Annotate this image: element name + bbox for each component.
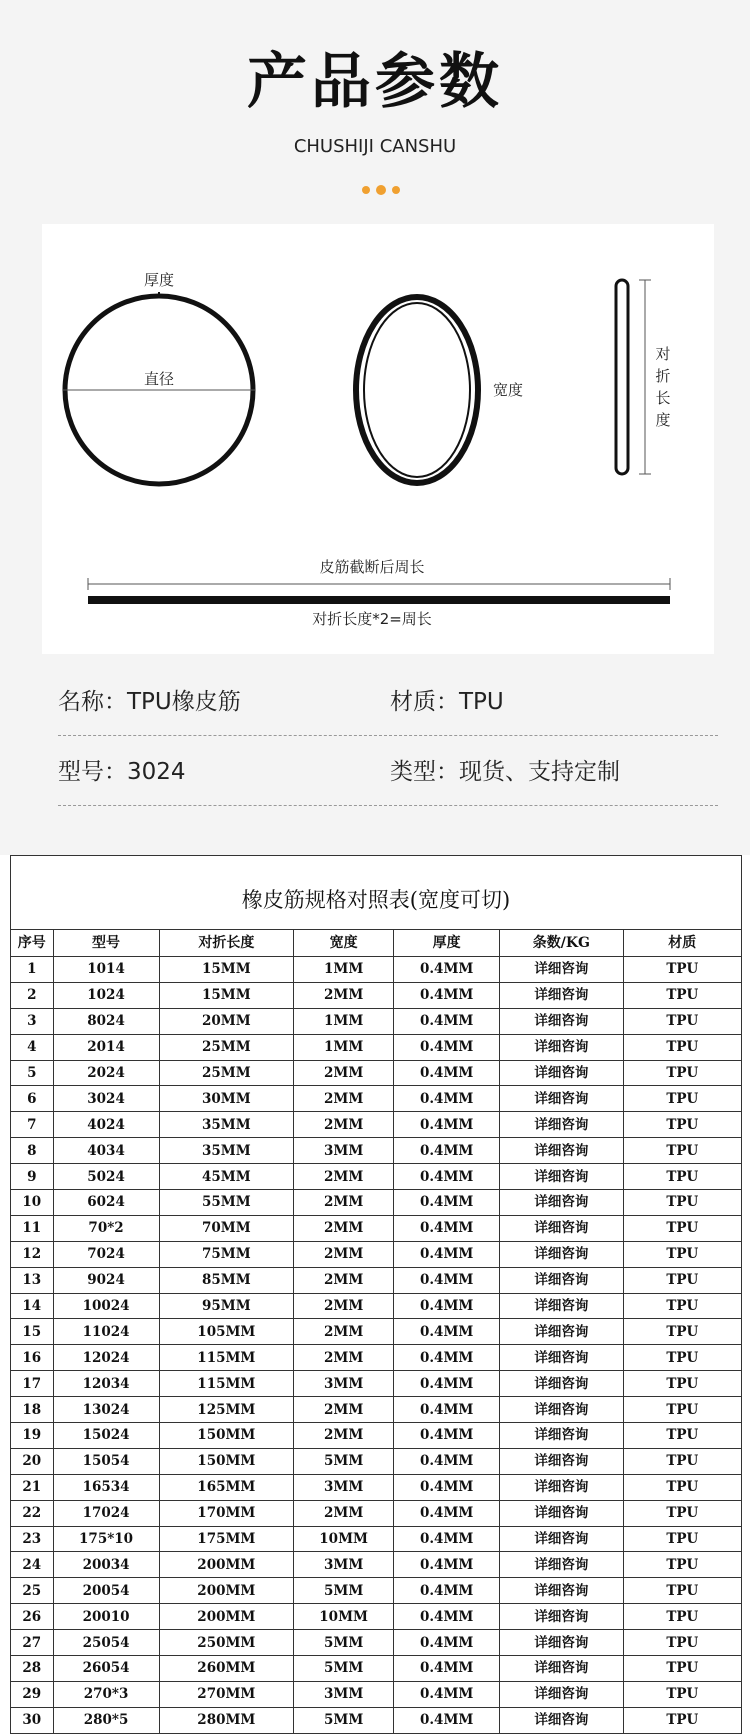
table-cell-col-fold-length: 30MM	[159, 1086, 294, 1112]
table-cell-col-seq: 1	[11, 957, 54, 983]
table-cell-col-thickness: 0.4MM	[394, 1448, 500, 1474]
table-cell-col-model: 1014	[53, 957, 159, 983]
thickness-label: 厚度	[143, 271, 175, 289]
table-cell-col-count-per-kg: 详细咨询	[500, 1164, 623, 1190]
cut-perimeter-label: 皮筋截断后周长	[319, 558, 425, 576]
fold-length-label-3: 长	[655, 389, 671, 407]
table-cell-col-seq: 4	[11, 1034, 54, 1060]
table-cell-col-count-per-kg: 详细咨询	[500, 1319, 623, 1345]
table-cell-col-count-per-kg: 详细咨询	[500, 1293, 623, 1319]
fold-length-label-4: 度	[655, 411, 671, 429]
table-row	[11, 1164, 742, 1190]
table-cell-col-thickness: 0.4MM	[394, 1008, 500, 1034]
accent-dot	[362, 186, 370, 194]
table-cell-col-material: TPU	[623, 1190, 741, 1216]
table-cell-col-thickness: 0.4MM	[394, 1526, 500, 1552]
table-cell-col-seq: 8	[11, 1138, 54, 1164]
table-cell-col-model: 4034	[53, 1138, 159, 1164]
table-cell-col-seq: 29	[11, 1681, 54, 1707]
table-cell-col-model: 8024	[53, 1008, 159, 1034]
table-cell-col-seq: 20	[11, 1448, 54, 1474]
table-cell-col-seq: 3	[11, 1008, 54, 1034]
table-cell-col-model: 1024	[53, 982, 159, 1008]
table-cell-col-material: TPU	[623, 1500, 741, 1526]
table-cell-col-thickness: 0.4MM	[394, 1500, 500, 1526]
page-subtitle: CHUSHIJI CANSHU	[293, 136, 457, 157]
table-cell-col-count-per-kg: 详细咨询	[500, 1086, 623, 1112]
table-cell-col-seq: 10	[11, 1190, 54, 1216]
table-cell-col-width: 10MM	[294, 1526, 394, 1552]
table-cell-col-width: 5MM	[294, 1578, 394, 1604]
table-cell-col-width: 2MM	[294, 1112, 394, 1138]
table-cell-col-thickness: 0.4MM	[394, 1371, 500, 1397]
table-cell-col-fold-length: 105MM	[159, 1319, 294, 1345]
table-cell-col-thickness: 0.4MM	[394, 1215, 500, 1241]
table-cell-col-material: TPU	[623, 1138, 741, 1164]
table-cell-col-material: TPU	[623, 1423, 741, 1449]
table-cell-col-seq: 30	[11, 1707, 54, 1733]
table-cell-col-material: TPU	[623, 1293, 741, 1319]
table-cell-col-count-per-kg: 详细咨询	[500, 1371, 623, 1397]
table-cell-col-fold-length: 165MM	[159, 1474, 294, 1500]
table-cell-col-model: 70*2	[53, 1215, 159, 1241]
table-cell-col-fold-length: 150MM	[159, 1448, 294, 1474]
table-row	[11, 1526, 742, 1552]
table-cell-col-fold-length: 20MM	[159, 1008, 294, 1034]
table-row	[11, 1656, 742, 1682]
table-cell-col-fold-length: 85MM	[159, 1267, 294, 1293]
table-cell-col-seq: 18	[11, 1397, 54, 1423]
table-cell-col-model: 20054	[53, 1578, 159, 1604]
spec-table-section	[10, 855, 742, 1728]
table-cell-col-fold-length: 115MM	[159, 1345, 294, 1371]
table-cell-col-seq: 15	[11, 1319, 54, 1345]
table-cell-col-material: TPU	[623, 957, 741, 983]
table-row	[11, 1138, 742, 1164]
table-cell-col-count-per-kg: 详细咨询	[500, 1215, 623, 1241]
table-cell-col-width: 2MM	[294, 1345, 394, 1371]
table-cell-col-count-per-kg: 详细咨询	[500, 1008, 623, 1034]
table-cell-col-thickness: 0.4MM	[394, 1267, 500, 1293]
table-cell-col-thickness: 0.4MM	[394, 1319, 500, 1345]
table-cell-col-width: 5MM	[294, 1448, 394, 1474]
table-row	[11, 1500, 742, 1526]
table-caption: 橡皮筋规格对照表(宽度可切)	[11, 856, 742, 930]
table-cell-col-thickness: 0.4MM	[394, 1423, 500, 1449]
table-cell-col-fold-length: 25MM	[159, 1060, 294, 1086]
table-cell-col-model: 20034	[53, 1552, 159, 1578]
table-cell-col-width: 2MM	[294, 982, 394, 1008]
table-cell-col-fold-length: 55MM	[159, 1190, 294, 1216]
table-cell-col-fold-length: 200MM	[159, 1604, 294, 1630]
table-cell-col-count-per-kg: 详细咨询	[500, 1345, 623, 1371]
table-cell-col-model: 17024	[53, 1500, 159, 1526]
table-row	[11, 1371, 742, 1397]
table-cell-col-count-per-kg: 详细咨询	[500, 1423, 623, 1449]
table-cell-col-model: 2024	[53, 1060, 159, 1086]
table-row	[11, 1604, 742, 1630]
table-cell-col-count-per-kg: 详细咨询	[500, 1630, 623, 1656]
table-header-col-width: 宽度	[294, 930, 394, 957]
table-cell-col-seq: 9	[11, 1164, 54, 1190]
cut-band-bar	[88, 596, 670, 604]
table-row	[11, 1267, 742, 1293]
table-row	[11, 1190, 742, 1216]
table-cell-col-thickness: 0.4MM	[394, 1345, 500, 1371]
table-cell-col-width: 2MM	[294, 1397, 394, 1423]
table-cell-col-material: TPU	[623, 1345, 741, 1371]
accent-dots-icon	[362, 186, 402, 196]
table-cell-col-width: 2MM	[294, 1423, 394, 1449]
table-cell-col-material: TPU	[623, 1164, 741, 1190]
table-cell-col-seq: 25	[11, 1578, 54, 1604]
table-row	[11, 1423, 742, 1449]
folded-band-icon	[616, 280, 628, 474]
table-cell-col-seq: 5	[11, 1060, 54, 1086]
table-cell-col-thickness: 0.4MM	[394, 1138, 500, 1164]
table-cell-col-seq: 26	[11, 1604, 54, 1630]
table-row	[11, 1345, 742, 1371]
table-body	[11, 957, 742, 1734]
spec-table	[10, 855, 742, 1734]
table-cell-col-seq: 7	[11, 1112, 54, 1138]
table-cell-col-fold-length: 15MM	[159, 982, 294, 1008]
table-cell-col-thickness: 0.4MM	[394, 1552, 500, 1578]
table-cell-col-count-per-kg: 详细咨询	[500, 1656, 623, 1682]
table-cell-col-model: 15054	[53, 1448, 159, 1474]
table-cell-col-seq: 11	[11, 1215, 54, 1241]
table-row	[11, 957, 742, 983]
table-row	[11, 1086, 742, 1112]
table-cell-col-width: 3MM	[294, 1474, 394, 1500]
table-cell-col-width: 2MM	[294, 1241, 394, 1267]
table-cell-col-thickness: 0.4MM	[394, 1190, 500, 1216]
table-row	[11, 1241, 742, 1267]
table-cell-col-material: TPU	[623, 1604, 741, 1630]
table-cell-col-material: TPU	[623, 1267, 741, 1293]
table-cell-col-fold-length: 260MM	[159, 1656, 294, 1682]
table-cell-col-count-per-kg: 详细咨询	[500, 957, 623, 983]
table-header-row	[11, 930, 742, 957]
table-cell-col-material: TPU	[623, 1086, 741, 1112]
table-cell-col-seq: 28	[11, 1656, 54, 1682]
table-cell-col-seq: 12	[11, 1241, 54, 1267]
table-cell-col-thickness: 0.4MM	[394, 1241, 500, 1267]
table-cell-col-width: 2MM	[294, 1086, 394, 1112]
table-cell-col-thickness: 0.4MM	[394, 1578, 500, 1604]
table-cell-col-material: TPU	[623, 1578, 741, 1604]
table-row	[11, 1008, 742, 1034]
table-cell-col-fold-length: 115MM	[159, 1371, 294, 1397]
table-row	[11, 1060, 742, 1086]
spec-row	[58, 665, 718, 736]
table-cell-col-material: TPU	[623, 1656, 741, 1682]
table-row	[11, 1293, 742, 1319]
table-cell-col-fold-length: 95MM	[159, 1293, 294, 1319]
table-cell-col-thickness: 0.4MM	[394, 1681, 500, 1707]
table-cell-col-width: 2MM	[294, 1319, 394, 1345]
table-cell-col-thickness: 0.4MM	[394, 1034, 500, 1060]
spec-row	[58, 735, 718, 806]
table-row	[11, 1034, 742, 1060]
table-row	[11, 1448, 742, 1474]
table-cell-col-material: TPU	[623, 1034, 741, 1060]
table-cell-col-model: 2014	[53, 1034, 159, 1060]
table-cell-col-seq: 24	[11, 1552, 54, 1578]
table-cell-col-thickness: 0.4MM	[394, 1397, 500, 1423]
spec-material: 材质：TPU	[390, 689, 504, 715]
table-cell-col-width: 2MM	[294, 1215, 394, 1241]
table-cell-col-model: 270*3	[53, 1681, 159, 1707]
table-cell-col-count-per-kg: 详细咨询	[500, 1474, 623, 1500]
fold-length-label-1: 对	[655, 345, 671, 363]
table-cell-col-fold-length: 200MM	[159, 1578, 294, 1604]
table-cell-col-count-per-kg: 详细咨询	[500, 1707, 623, 1733]
table-cell-col-width: 2MM	[294, 1164, 394, 1190]
table-cell-col-width: 3MM	[294, 1681, 394, 1707]
table-row	[11, 1397, 742, 1423]
table-cell-col-fold-length: 250MM	[159, 1630, 294, 1656]
table-cell-col-material: TPU	[623, 1397, 741, 1423]
table-cell-col-seq: 23	[11, 1526, 54, 1552]
table-header-col-model: 型号	[53, 930, 159, 957]
table-cell-col-count-per-kg: 详细咨询	[500, 1397, 623, 1423]
table-cell-col-count-per-kg: 详细咨询	[500, 1681, 623, 1707]
spec-model: 型号：3024	[58, 759, 186, 785]
table-cell-col-fold-length: 75MM	[159, 1241, 294, 1267]
table-cell-col-material: TPU	[623, 1008, 741, 1034]
table-row	[11, 1681, 742, 1707]
table-row	[11, 1630, 742, 1656]
spec-name: 名称：TPU橡皮筋	[58, 689, 241, 715]
table-row	[11, 1707, 742, 1733]
table-cell-col-width: 1MM	[294, 1008, 394, 1034]
table-cell-col-thickness: 0.4MM	[394, 1164, 500, 1190]
table-cell-col-model: 15024	[53, 1423, 159, 1449]
table-cell-col-material: TPU	[623, 1474, 741, 1500]
table-cell-col-count-per-kg: 详细咨询	[500, 982, 623, 1008]
table-cell-col-fold-length: 170MM	[159, 1500, 294, 1526]
table-cell-col-material: TPU	[623, 1448, 741, 1474]
diameter-label: 直径	[143, 370, 175, 388]
table-cell-col-model: 280*5	[53, 1707, 159, 1733]
accent-dot	[376, 185, 386, 195]
table-cell-col-material: TPU	[623, 1526, 741, 1552]
table-cell-col-model: 16534	[53, 1474, 159, 1500]
table-cell-col-model: 4024	[53, 1112, 159, 1138]
spec-type: 类型：现货、支持定制	[390, 759, 620, 785]
table-row	[11, 1112, 742, 1138]
table-cell-col-count-per-kg: 详细咨询	[500, 1241, 623, 1267]
table-cell-col-fold-length: 175MM	[159, 1526, 294, 1552]
table-cell-col-width: 5MM	[294, 1630, 394, 1656]
table-cell-col-material: TPU	[623, 1241, 741, 1267]
table-cell-col-fold-length: 25MM	[159, 1034, 294, 1060]
table-cell-col-thickness: 0.4MM	[394, 1604, 500, 1630]
width-label: 宽度	[493, 381, 524, 399]
table-cell-col-material: TPU	[623, 1371, 741, 1397]
table-cell-col-width: 3MM	[294, 1138, 394, 1164]
table-cell-col-material: TPU	[623, 1630, 741, 1656]
table-row	[11, 1215, 742, 1241]
table-cell-col-width: 5MM	[294, 1656, 394, 1682]
table-cell-col-seq: 27	[11, 1630, 54, 1656]
table-cell-col-thickness: 0.4MM	[394, 1707, 500, 1733]
table-header-col-thickness: 厚度	[394, 930, 500, 957]
table-row	[11, 1578, 742, 1604]
table-cell-col-count-per-kg: 详细咨询	[500, 1552, 623, 1578]
accent-dot	[392, 186, 400, 194]
table-cell-col-width: 2MM	[294, 1060, 394, 1086]
ring-side-icon	[356, 297, 478, 483]
table-cell-col-count-per-kg: 详细咨询	[500, 1448, 623, 1474]
table-cell-col-thickness: 0.4MM	[394, 1474, 500, 1500]
table-cell-col-fold-length: 280MM	[159, 1707, 294, 1733]
table-cell-col-count-per-kg: 详细咨询	[500, 1190, 623, 1216]
table-cell-col-width: 2MM	[294, 1190, 394, 1216]
table-cell-col-model: 12034	[53, 1371, 159, 1397]
table-cell-col-seq: 2	[11, 982, 54, 1008]
table-row	[11, 982, 742, 1008]
table-cell-col-seq: 13	[11, 1267, 54, 1293]
page-title: 产品参数	[247, 47, 503, 117]
table-cell-col-model: 9024	[53, 1267, 159, 1293]
table-cell-col-thickness: 0.4MM	[394, 982, 500, 1008]
table-cell-col-seq: 6	[11, 1086, 54, 1112]
table-cell-col-fold-length: 200MM	[159, 1552, 294, 1578]
table-header-col-fold-length: 对折长度	[159, 930, 294, 957]
table-cell-col-thickness: 0.4MM	[394, 1293, 500, 1319]
formula-label: 对折长度*2=周长	[312, 610, 432, 628]
table-row	[11, 1319, 742, 1345]
table-cell-col-fold-length: 15MM	[159, 957, 294, 983]
table-cell-col-count-per-kg: 详细咨询	[500, 1060, 623, 1086]
table-cell-col-count-per-kg: 详细咨询	[500, 1500, 623, 1526]
table-cell-col-fold-length: 125MM	[159, 1397, 294, 1423]
table-cell-col-count-per-kg: 详细咨询	[500, 1578, 623, 1604]
table-cell-col-seq: 19	[11, 1423, 54, 1449]
table-cell-col-thickness: 0.4MM	[394, 1086, 500, 1112]
table-cell-col-model: 5024	[53, 1164, 159, 1190]
table-cell-col-fold-length: 70MM	[159, 1215, 294, 1241]
dimension-diagram	[42, 224, 714, 654]
table-cell-col-model: 25054	[53, 1630, 159, 1656]
table-cell-col-width: 2MM	[294, 1500, 394, 1526]
table-cell-col-count-per-kg: 详细咨询	[500, 1526, 623, 1552]
table-cell-col-width: 1MM	[294, 1034, 394, 1060]
table-cell-col-model: 3024	[53, 1086, 159, 1112]
fold-length-label-2: 折	[655, 367, 671, 385]
table-header-col-seq: 序号	[11, 930, 54, 957]
table-cell-col-count-per-kg: 详细咨询	[500, 1112, 623, 1138]
table-cell-col-model: 13024	[53, 1397, 159, 1423]
table-row	[11, 1552, 742, 1578]
table-cell-col-seq: 16	[11, 1345, 54, 1371]
table-row	[11, 1474, 742, 1500]
table-cell-col-model: 20010	[53, 1604, 159, 1630]
table-cell-col-thickness: 0.4MM	[394, 1656, 500, 1682]
table-cell-col-thickness: 0.4MM	[394, 1060, 500, 1086]
table-cell-col-model: 11024	[53, 1319, 159, 1345]
table-cell-col-count-per-kg: 详细咨询	[500, 1604, 623, 1630]
table-cell-col-seq: 14	[11, 1293, 54, 1319]
table-cell-col-model: 10024	[53, 1293, 159, 1319]
table-header-col-material: 材质	[623, 930, 741, 957]
ring-side-inner-icon	[364, 303, 470, 477]
table-cell-col-width: 5MM	[294, 1707, 394, 1733]
table-cell-col-material: TPU	[623, 1215, 741, 1241]
table-cell-col-seq: 21	[11, 1474, 54, 1500]
table-cell-col-fold-length: 45MM	[159, 1164, 294, 1190]
table-header-col-count-per-kg: 条数/KG	[500, 930, 623, 957]
table-cell-col-material: TPU	[623, 1060, 741, 1086]
table-cell-col-thickness: 0.4MM	[394, 957, 500, 983]
table-cell-col-thickness: 0.4MM	[394, 1630, 500, 1656]
table-cell-col-width: 3MM	[294, 1371, 394, 1397]
table-cell-col-model: 26054	[53, 1656, 159, 1682]
table-cell-col-fold-length: 270MM	[159, 1681, 294, 1707]
table-cell-col-model: 175*10	[53, 1526, 159, 1552]
table-cell-col-fold-length: 35MM	[159, 1138, 294, 1164]
table-cell-col-width: 2MM	[294, 1293, 394, 1319]
table-cell-col-count-per-kg: 详细咨询	[500, 1138, 623, 1164]
product-params-section	[0, 0, 750, 855]
table-cell-col-width: 2MM	[294, 1267, 394, 1293]
table-cell-col-width: 10MM	[294, 1604, 394, 1630]
table-cell-col-material: TPU	[623, 1552, 741, 1578]
table-cell-col-seq: 22	[11, 1500, 54, 1526]
diagram-svg	[42, 224, 714, 654]
table-cell-col-seq: 17	[11, 1371, 54, 1397]
table-cell-col-count-per-kg: 详细咨询	[500, 1034, 623, 1060]
table-cell-col-material: TPU	[623, 1681, 741, 1707]
table-cell-col-material: TPU	[623, 1319, 741, 1345]
table-cell-col-width: 1MM	[294, 957, 394, 983]
table-cell-col-material: TPU	[623, 1707, 741, 1733]
table-cell-col-material: TPU	[623, 982, 741, 1008]
table-cell-col-width: 3MM	[294, 1552, 394, 1578]
table-cell-col-fold-length: 150MM	[159, 1423, 294, 1449]
table-cell-col-fold-length: 35MM	[159, 1112, 294, 1138]
table-cell-col-model: 6024	[53, 1190, 159, 1216]
table-cell-col-model: 12024	[53, 1345, 159, 1371]
table-cell-col-thickness: 0.4MM	[394, 1112, 500, 1138]
table-cell-col-model: 7024	[53, 1241, 159, 1267]
table-cell-col-material: TPU	[623, 1112, 741, 1138]
table-cell-col-count-per-kg: 详细咨询	[500, 1267, 623, 1293]
